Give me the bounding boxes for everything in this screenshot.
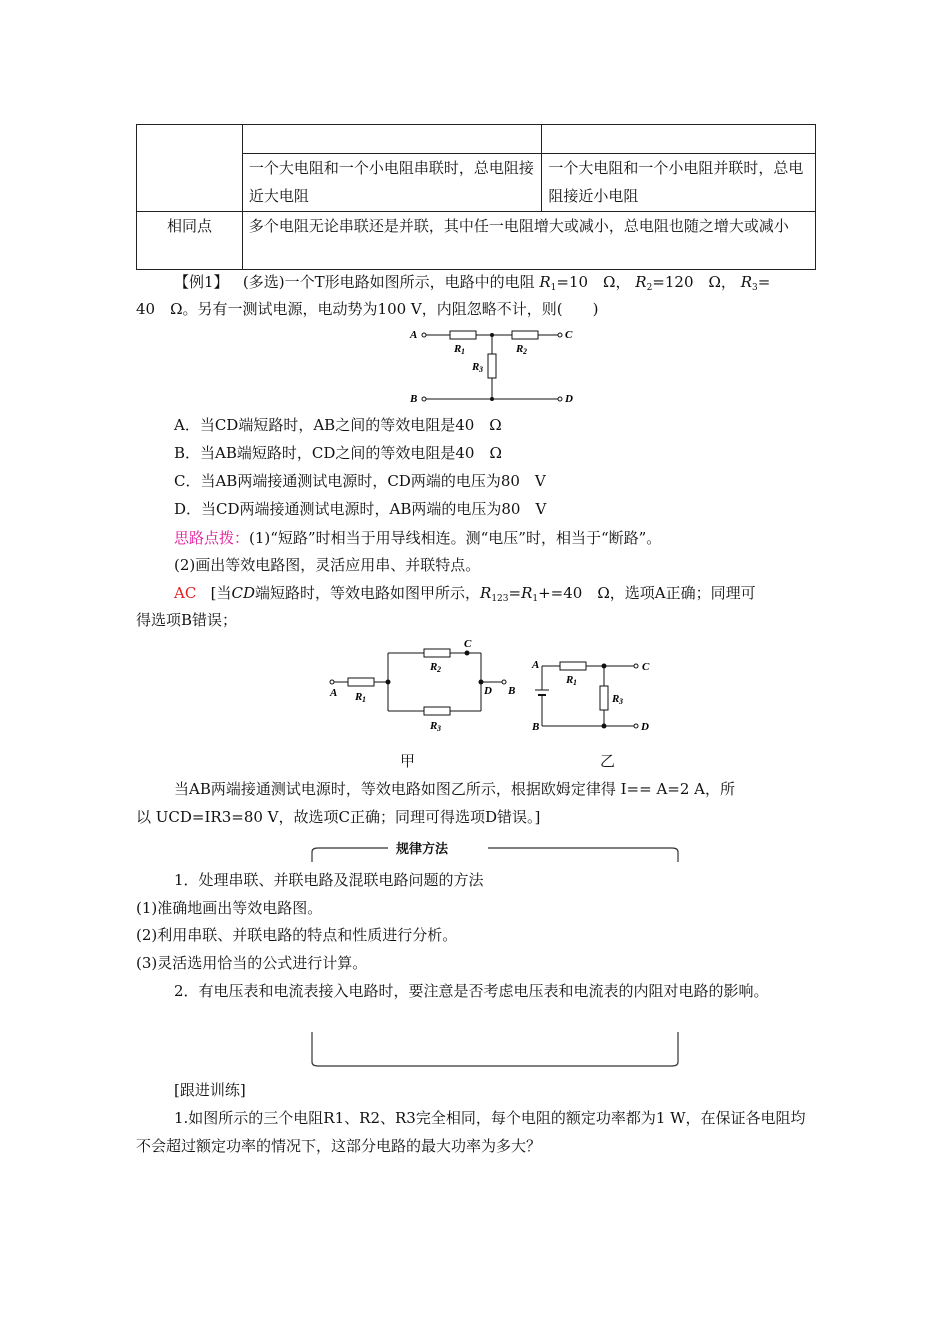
resistor-r1 (450, 331, 476, 339)
svg-text:R: R (355, 691, 363, 703)
circuit-diagram-yi (528, 656, 668, 738)
svg-text:D: D (641, 721, 649, 733)
option-a: A．当CD端短路时，AB之间的等效电阻是40 Ω (174, 416, 502, 434)
label-B: B (410, 393, 418, 405)
svg-text:D: D (484, 685, 492, 697)
hint-label: 思路点拨： (174, 529, 250, 547)
resistor-r1 (560, 662, 586, 670)
table-cell: 一个大电阻和一个小电阻串联时，总电阻接近大电阻 (242, 154, 542, 212)
resistor-r3 (600, 686, 608, 710)
svg-text:A: A (532, 659, 540, 671)
figure-label-yi: 乙 (600, 752, 616, 770)
svg-text:B: B (532, 721, 540, 733)
table-cell (137, 125, 243, 212)
figure-label-jia: 甲 (400, 752, 416, 770)
resistor-r2 (512, 331, 538, 339)
method-title: 规律方法 (392, 838, 452, 857)
r3-value: = (757, 273, 771, 291)
resistor-r3 (488, 354, 496, 378)
hint-line1 (174, 524, 816, 552)
example-question-line2: 40 Ω。另有一测试电源，电动势为100 V，内阻忽略不计，则( ) (136, 300, 599, 318)
svg-text:B: B (508, 685, 516, 697)
answer-line4: 以 UCD=IR3=80 V，故选项C正确；同理可得选项D错误。] (136, 808, 541, 826)
svg-text:3: 3 (619, 697, 623, 706)
resistor-r3 (424, 707, 450, 715)
r2-value: =120 Ω， (652, 273, 736, 291)
answer-text: 端短路时，等效电路如图甲所示， (255, 584, 481, 602)
table-cell (242, 125, 542, 154)
table-cell: 多个电阻无论串联还是并联，其中任一电阻增大或减小，总电阻也随之增大或减小 (242, 212, 815, 270)
svg-text:1: 1 (573, 678, 577, 687)
comparison-table (136, 124, 816, 270)
method-item-1: 1．处理串联、并联电路及混联电路问题的方法 (174, 871, 484, 889)
svg-text:R: R (612, 693, 620, 705)
answer-text: = (508, 584, 522, 602)
answer-text: [当 (210, 584, 232, 602)
table-row (137, 125, 816, 154)
r1-value: =10 Ω， (556, 273, 631, 291)
svg-text:3: 3 (437, 724, 441, 733)
resistor-r2 (424, 649, 450, 657)
method-item-3: (2)利用串联、并联电路的特点和性质进行分析。 (136, 926, 458, 944)
svg-text:C: C (642, 661, 650, 673)
circuit-diagram-jia (328, 638, 520, 738)
svg-text:3: 3 (479, 365, 483, 374)
svg-text:R: R (516, 343, 524, 355)
answer-text: +=40 Ω，选项A正确；同理可 (538, 584, 756, 602)
answer-key: AC (174, 584, 197, 602)
practice-heading: [跟进训练] (174, 1081, 246, 1099)
example-intro: (多选)一个T形电路如图所示，电路中的电阻 (242, 273, 535, 291)
svg-text:1: 1 (461, 347, 465, 356)
resistor-r1 (348, 678, 374, 686)
practice-question-1: 1.如图所示的三个电阻R1、R2、R3完全相同，每个电阻的额定功率都为1 W，在保证各电阻均不会超过额定功率的情况下，这部分电路的最大功率为多大？ (136, 1109, 806, 1155)
method-item-5: 2．有电压表和电流表接入电路时，要注意是否考虑电压表和电流表的内阻对电路的影响。 (174, 982, 769, 1000)
answer-line2: 得选项B错误； (136, 611, 238, 629)
table-cell (542, 125, 816, 154)
svg-text:2: 2 (523, 347, 527, 356)
table-cell: 一个大电阻和一个小电阻并联时，总电阻接近小电阻 (542, 154, 816, 212)
svg-text:R: R (566, 674, 574, 686)
option-c: C．当AB两端接通测试电源时，CD两端的电压为80 V (174, 472, 546, 490)
option-d: D．当CD两端接通测试电源时，AB两端的电压为80 V (174, 500, 547, 518)
t-circuit-diagram (408, 324, 583, 408)
label-A: A (410, 329, 418, 341)
svg-text:C: C (464, 638, 472, 650)
label-D: D (565, 393, 573, 405)
example-tag: 【例1】 (174, 273, 229, 291)
hint-text: (1)“短路”时相当于用导线相连。测“电压”时，相当于“断路”。 (249, 529, 662, 547)
svg-text:2: 2 (437, 665, 441, 674)
svg-text:R: R (430, 720, 438, 732)
method-item-4: (3)灵活选用恰当的公式进行计算。 (136, 954, 368, 972)
hint-line2: (2)画出等效电路图，灵活应用串、并联特点。 (174, 556, 481, 574)
answer-line3: 当AB两端接通测试电源时，等效电路如图乙所示，根据欧姆定律得 I== A=2 A，所 (174, 780, 736, 798)
answer-line1: AC [当CD端短路时，等效电路如图甲所示，$R_{123}=R_1+=40$ Ω，选项A正确；同理可 (174, 584, 756, 604)
method-item-2: (1)准确地画出等效电路图。 (136, 899, 323, 917)
example-question-line1: 【例1】 (多选)一个T形电路如图所示，电路中的电阻 $R_1=10$ Ω， $R_2=120$ Ω， $R_3=$ (174, 273, 771, 293)
svg-text:1: 1 (362, 695, 366, 704)
svg-text:R: R (430, 661, 438, 673)
svg-text:R: R (472, 361, 480, 373)
svg-text:R: R (454, 343, 462, 355)
option-b: B．当AB端短路时，CD之间的等效电阻是40 Ω (174, 444, 502, 462)
label-C: C (565, 329, 573, 341)
table-label-same: 相同点 (137, 212, 243, 270)
svg-text:A: A (330, 687, 338, 699)
table-row (137, 212, 816, 270)
